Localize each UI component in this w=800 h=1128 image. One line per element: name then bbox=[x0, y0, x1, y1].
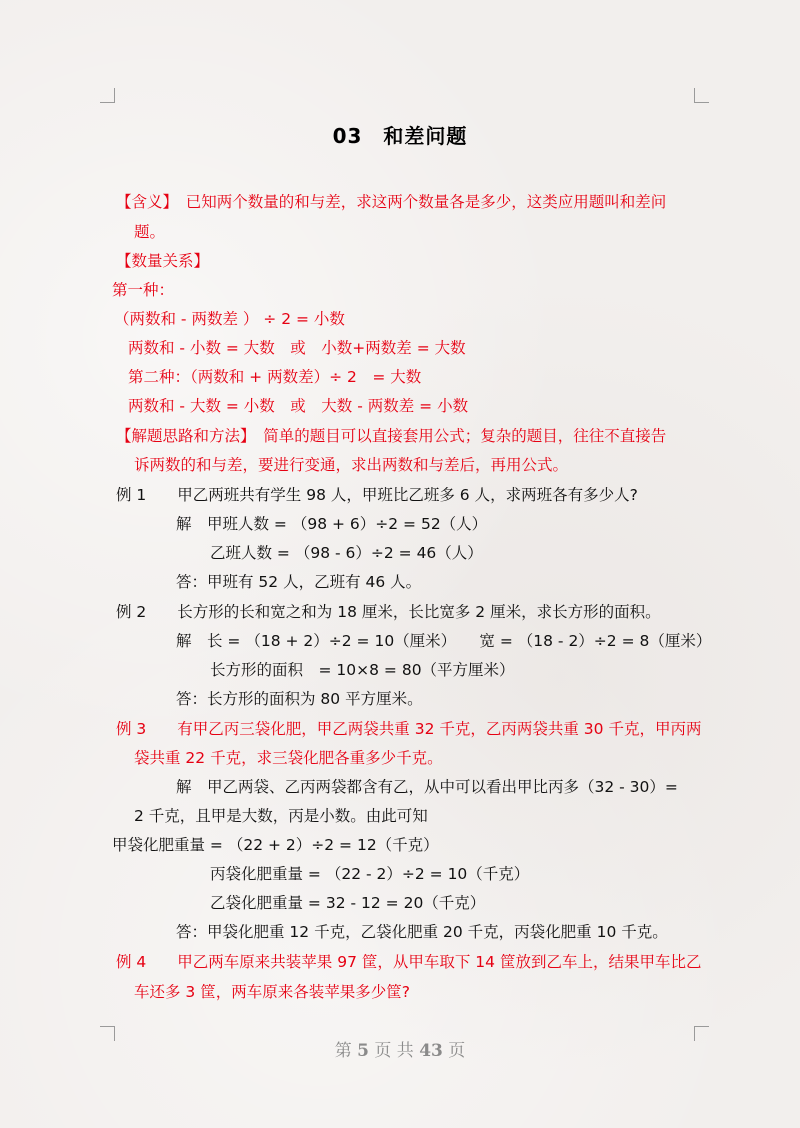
example-3-question-1: 例 3 有甲乙丙三袋化肥，甲乙两袋共重 32 千克，乙丙两袋共重 30 千克，甲丙两 bbox=[116, 720, 702, 738]
footer-suffix: 页 bbox=[448, 1041, 466, 1061]
footer-total-pages: 43 bbox=[419, 1041, 443, 1061]
example-3-solution-1: 解 甲乙两袋、乙丙两袋都含有乙，从中可以看出甲比丙多（32 - 30）= bbox=[176, 778, 678, 796]
example-1-solution-1: 解 甲班人数 = （98 + 6）÷2 = 52（人） bbox=[176, 515, 488, 533]
definition-line-2: 题。 bbox=[134, 223, 166, 241]
formula-1: （两数和 - 两数差 ） ÷ 2 = 小数 bbox=[114, 310, 345, 328]
relation-type-1: 第一种： bbox=[112, 281, 175, 299]
example-3-solution-3: 甲袋化肥重量 = （22 + 2）÷2 = 12（千克） bbox=[112, 836, 439, 854]
formula-3: 两数和 - 大数 = 小数 或 大数 - 两数差 = 小数 bbox=[128, 397, 469, 415]
method-line-2: 诉两数的和与差，要进行变通，求出两数和与差后，再用公式。 bbox=[134, 456, 569, 474]
relation-type-2: 第二种：（两数和 + 两数差）÷ 2 = 大数 bbox=[128, 368, 422, 386]
relation-heading: 【数量关系】 bbox=[116, 252, 210, 270]
method-line-1: 【解题思路和方法】 简单的题目可以直接套用公式；复杂的题目，往往不直接告 bbox=[116, 427, 667, 445]
crop-mark-top-left bbox=[100, 88, 115, 103]
footer-mid: 页 共 bbox=[374, 1041, 414, 1061]
page-footer bbox=[0, 1036, 800, 1061]
example-2-solution-1: 解 长 = （18 + 2）÷2 = 10（厘米） 宽 = （18 - 2）÷2 = 8（厘米） bbox=[176, 632, 712, 650]
example-3-question-2: 袋共重 22 千克，求三袋化肥各重多少千克。 bbox=[134, 749, 443, 767]
example-3-solution-4: 丙袋化肥重量 = （22 - 2）÷2 = 10（千克） bbox=[210, 865, 530, 883]
example-3-solution-5: 乙袋化肥重量 = 32 - 12 = 20（千克） bbox=[210, 894, 486, 912]
example-2-question: 例 2 长方形的长和宽之和为 18 厘米，长比宽多 2 厘米，求长方形的面积。 bbox=[116, 603, 661, 621]
crop-mark-top-right bbox=[694, 88, 709, 103]
example-2-solution-2: 长方形的面积 = 10×8 = 80（平方厘米） bbox=[210, 661, 515, 679]
example-3-answer: 答：甲袋化肥重 12 千克，乙袋化肥重 20 千克，丙袋化肥重 10 千克。 bbox=[176, 923, 668, 941]
footer-page-number: 5 bbox=[357, 1041, 369, 1061]
example-1-solution-2: 乙班人数 = （98 - 6）÷2 = 46（人） bbox=[210, 544, 483, 562]
example-4-question-2: 车还多 3 筐，两车原来各装苹果多少筐? bbox=[134, 983, 410, 1001]
footer-prefix: 第 bbox=[334, 1041, 352, 1061]
example-3-solution-2: 2 千克，且甲是大数，丙是小数。由此可知 bbox=[134, 807, 428, 825]
example-1-answer: 答：甲班有 52 人，乙班有 46 人。 bbox=[176, 573, 422, 591]
formula-2: 两数和 - 小数 = 大数 或 小数+两数差 = 大数 bbox=[128, 339, 466, 357]
example-2-answer: 答：长方形的面积为 80 平方厘米。 bbox=[176, 690, 423, 708]
page-title: 03 和差问题 bbox=[332, 124, 468, 148]
example-1-question: 例 1 甲乙两班共有学生 98 人，甲班比乙班多 6 人，求两班各有多少人? bbox=[116, 486, 638, 504]
definition-line-1: 【含义】 已知两个数量的和与差，求这两个数量各是多少，这类应用题叫和差问 bbox=[116, 193, 667, 211]
example-4-question-1: 例 4 甲乙两车原来共装苹果 97 筐，从甲车取下 14 筐放到乙车上，结果甲车比乙 bbox=[116, 953, 702, 971]
